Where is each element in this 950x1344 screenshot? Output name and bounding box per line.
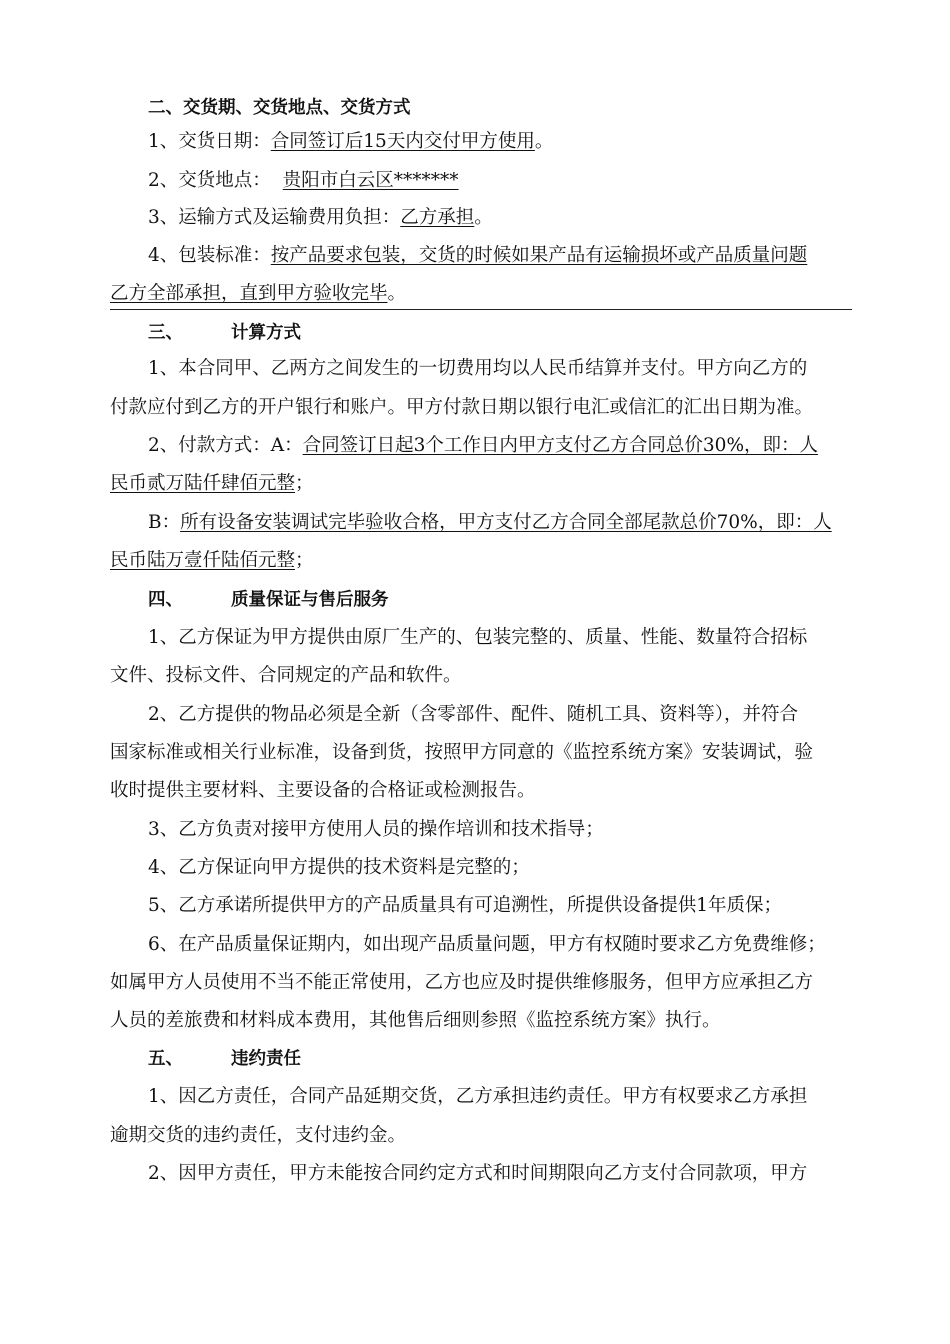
punct: ；	[295, 473, 314, 494]
punct: ；	[295, 550, 314, 571]
payment-b-value-b: 民币陆万壹仟陆佰元整	[110, 550, 296, 571]
payment-a-value-a: 合同签订日起3个工作日内甲方支付乙方合同总价30%，即：人	[302, 435, 819, 456]
section-3-heading	[148, 321, 855, 345]
packaging-value-a: 按产品要求包装，交货的时候如果产品有运输损坏或产品质量问题	[270, 245, 808, 266]
section-4-heading	[148, 588, 855, 612]
payment-b-line-2	[110, 549, 855, 573]
sec4-p2-line-2: 国家标准或相关行业标准，设备到货，按照甲方同意的《监控系统方案》安装调试，验	[110, 742, 814, 763]
packaging-value-b: 乙方全部承担，直到甲方验收完毕	[110, 283, 388, 304]
sec3-p1-line-2: 付款应付到乙方的开户银行和账户。甲方付款日期以银行电汇或信汇的汇出日期为准。	[110, 397, 814, 418]
packaging-line-1	[148, 244, 855, 268]
sec4-p4: 4、乙方保证向甲方提供的技术资料是完整的；	[148, 857, 530, 878]
payment-a-label: 2、付款方式：A：	[148, 435, 303, 456]
delivery-place-label: 2、交货地点：	[148, 170, 271, 191]
sec5-p1-line-1: 1、因乙方责任，合同产品延期交货，乙方承担违约责任。甲方有权要求乙方承担	[148, 1086, 808, 1107]
sec5-p1-line-2: 逾期交货的违约责任，支付违约金。	[110, 1125, 407, 1146]
payment-b-value-a: 所有设备安装调试完毕验收合格，甲方支付乙方合同全部尾款总价70%，即：人	[180, 512, 832, 533]
section-5-number: 五、	[148, 1049, 183, 1069]
sec4-p6-line-3: 人员的差旅费和材料成本费用，其他售后细则参照《监控系统方案》执行。	[110, 1010, 721, 1031]
section-2-heading: 二、交货期、交货地点、交货方式	[148, 98, 411, 118]
section-5-title: 违约责任	[231, 1049, 301, 1069]
payment-a-line-1	[148, 434, 855, 458]
sec4-p6-line-1: 6、在产品质量保证期内，如出现产品质量问题，甲方有权随时要求乙方免费维修；	[148, 934, 826, 955]
transport-line	[148, 206, 855, 230]
delivery-date-value: 合同签订后15天内交付甲方使用	[270, 131, 535, 152]
punct: 。	[474, 207, 493, 228]
punct: 。	[387, 283, 407, 304]
sec4-p6-line-2: 如属甲方人员使用不当不能正常使用，乙方也应及时提供维修服务，但甲方应承担乙方	[110, 972, 814, 993]
delivery-date-line	[148, 130, 855, 154]
section-3-title: 计算方式	[231, 323, 301, 343]
section-3-number: 三、	[148, 323, 183, 343]
sec3-p1-line-1: 1、本合同甲、乙两方之间发生的一切费用均以人民币结算并支付。甲方向乙方的	[148, 358, 808, 379]
delivery-date-label: 1、交货日期：	[148, 131, 271, 152]
transport-value: 乙方承担	[400, 207, 475, 228]
packaging-label: 4、包装标准：	[148, 245, 271, 266]
sec5-p2-line-1: 2、因甲方责任，甲方未能按合同约定方式和时间期限向乙方支付合同款项，甲方	[148, 1163, 808, 1184]
section-4-title: 质量保证与售后服务	[231, 590, 389, 610]
payment-a-value-b: 民币贰万陆仟肆佰元整	[110, 473, 296, 494]
transport-label: 3、运输方式及运输费用负担：	[148, 207, 401, 228]
horizontal-rule	[110, 309, 852, 310]
section-4-number: 四、	[148, 590, 183, 610]
section-5-heading	[148, 1047, 855, 1071]
delivery-place-line	[148, 169, 855, 193]
packaging-line-2	[110, 282, 855, 306]
delivery-place-value: 贵阳市白云区*******	[282, 170, 459, 191]
sec4-p2-line-1: 2、乙方提供的物品必须是全新（含零部件、配件、随机工具、资料等），并符合	[148, 704, 799, 725]
sec4-p1-line-1: 1、乙方保证为甲方提供由原厂生产的、包装完整的、质量、性能、数量符合招标	[148, 627, 808, 648]
sec4-p1-line-2: 文件、投标文件、合同规定的产品和软件。	[110, 665, 462, 686]
punct: 。	[534, 131, 554, 152]
payment-b-label: B：	[148, 512, 181, 533]
payment-a-line-2	[110, 472, 855, 496]
sec4-p3: 3、乙方负责对接甲方使用人员的操作培训和技术指导；	[148, 819, 604, 840]
sec4-p5: 5、乙方承诺所提供甲方的产品质量具有可追溯性，所提供设备提供1年质保；	[148, 895, 783, 916]
payment-b-line-1	[148, 511, 855, 535]
sec4-p2-line-3: 收时提供主要材料、主要设备的合格证或检测报告。	[110, 780, 536, 801]
